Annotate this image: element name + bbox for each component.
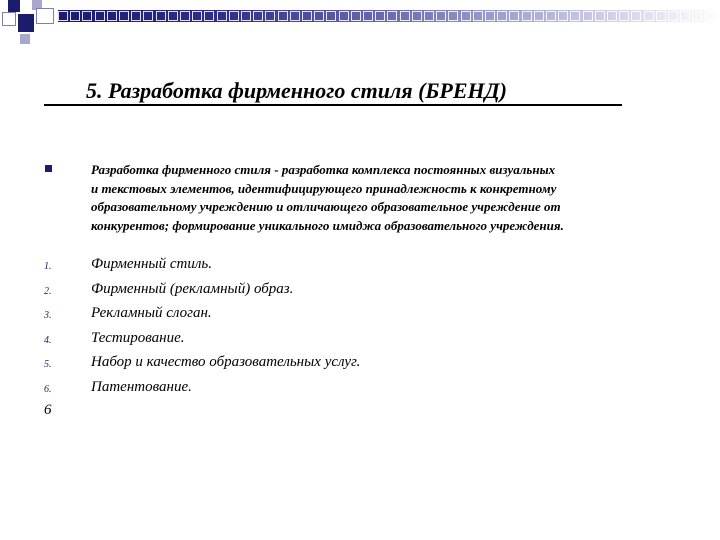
header-band-box: [644, 11, 654, 21]
header-band-box: [387, 11, 397, 21]
square-bullet-icon: [45, 165, 52, 172]
header-band-box: [351, 11, 361, 21]
definition-line: конкурентов; формирование уникального имиджа образовательного учреждения.: [91, 217, 564, 233]
header-band-box: [131, 11, 141, 21]
header-band-box: [95, 11, 105, 21]
list-item-text: Набор и качество образовательных услуг.: [91, 354, 361, 370]
definition-line: Разработка фирменного стиля - разработка комплекса постоянных визуальных: [91, 162, 556, 177]
header-band-box: [265, 11, 275, 21]
list-item-number: 4.: [44, 334, 52, 346]
decor-square-dark-top: [8, 0, 20, 12]
header-band-box: [497, 11, 507, 21]
header-band-box: [692, 11, 702, 21]
decor-square-outline-left: [2, 12, 16, 26]
header-band-box: [119, 11, 129, 21]
header-band-box: [107, 11, 117, 21]
slide-title-text: 5. Разработка фирменного стиля (БРЕНД): [86, 78, 507, 103]
list-item-number: 3.: [44, 310, 52, 321]
list-item-number: 1.: [44, 261, 52, 272]
slide-title: [44, 78, 622, 106]
header-band-box: [448, 11, 458, 21]
header-band-box: [595, 11, 605, 21]
header-band-box: [253, 11, 263, 21]
header-band-box: [58, 11, 68, 21]
list-item-text: Рекламный слоган.: [91, 305, 212, 321]
header-band-box: [509, 11, 519, 21]
header-band-box: [156, 11, 166, 21]
decor-square-outline-mid: [36, 8, 54, 24]
header-band-box: [363, 11, 373, 21]
definition-line: и текстовых элементов, идентифицирующего принадлежность к конкретному: [91, 180, 557, 196]
header-band-box: [705, 11, 715, 21]
header-band-box: [302, 11, 312, 21]
header-band-box: [656, 11, 666, 21]
list-item-number: 6.: [44, 383, 52, 395]
header-band-box: [217, 11, 227, 21]
header-band-box: [473, 11, 483, 21]
header-band-box: [400, 11, 410, 21]
header-band-box: [412, 11, 422, 21]
decor-square-light-bottom: [20, 34, 30, 44]
header-band-box: [668, 11, 678, 21]
header-band-box: [424, 11, 434, 21]
header-band-box: [168, 11, 178, 21]
header-band-box: [314, 11, 324, 21]
header-band-box: [461, 11, 471, 21]
header-band-box: [326, 11, 336, 21]
header-band-box: [204, 11, 214, 21]
list-item-text: Фирменный стиль.: [91, 256, 212, 272]
list-item-text: Патентование.: [91, 378, 192, 395]
header-band-box: [631, 11, 641, 21]
header-band-box: [143, 11, 153, 21]
header-band-box: [522, 11, 532, 21]
header-band-box: [290, 11, 300, 21]
list-item-number: 5.: [44, 359, 52, 370]
definition-paragraph: [91, 161, 691, 235]
list-item-text: Фирменный (рекламный) образ.: [91, 280, 294, 297]
header-band-box: [583, 11, 593, 21]
header-band-box: [436, 11, 446, 21]
header-band-box: [485, 11, 495, 21]
header-band-box: [241, 11, 251, 21]
header-band-boxes: [58, 10, 720, 22]
header-band-box: [375, 11, 385, 21]
header-band-box: [70, 11, 80, 21]
trailing-number: 6: [44, 402, 52, 418]
header-band-box: [607, 11, 617, 21]
header-band-box: [534, 11, 544, 21]
header-band-box: [82, 11, 92, 21]
definition-line: образовательному учреждению и отличающего образовательное учреждение от: [91, 199, 561, 214]
header-band-box: [558, 11, 568, 21]
header-band-box: [570, 11, 580, 21]
header-band-box: [680, 11, 690, 21]
decor-square-dark-mid: [18, 14, 34, 32]
list-item-text: Тестирование.: [91, 329, 185, 346]
header-band-box: [180, 11, 190, 21]
header-band-box: [278, 11, 288, 21]
list-item-number: 2.: [44, 285, 52, 297]
header-band-box: [546, 11, 556, 21]
header-band-box: [229, 11, 239, 21]
header-band-box: [192, 11, 202, 21]
header-band-box: [339, 11, 349, 21]
header-band-box: [619, 11, 629, 21]
